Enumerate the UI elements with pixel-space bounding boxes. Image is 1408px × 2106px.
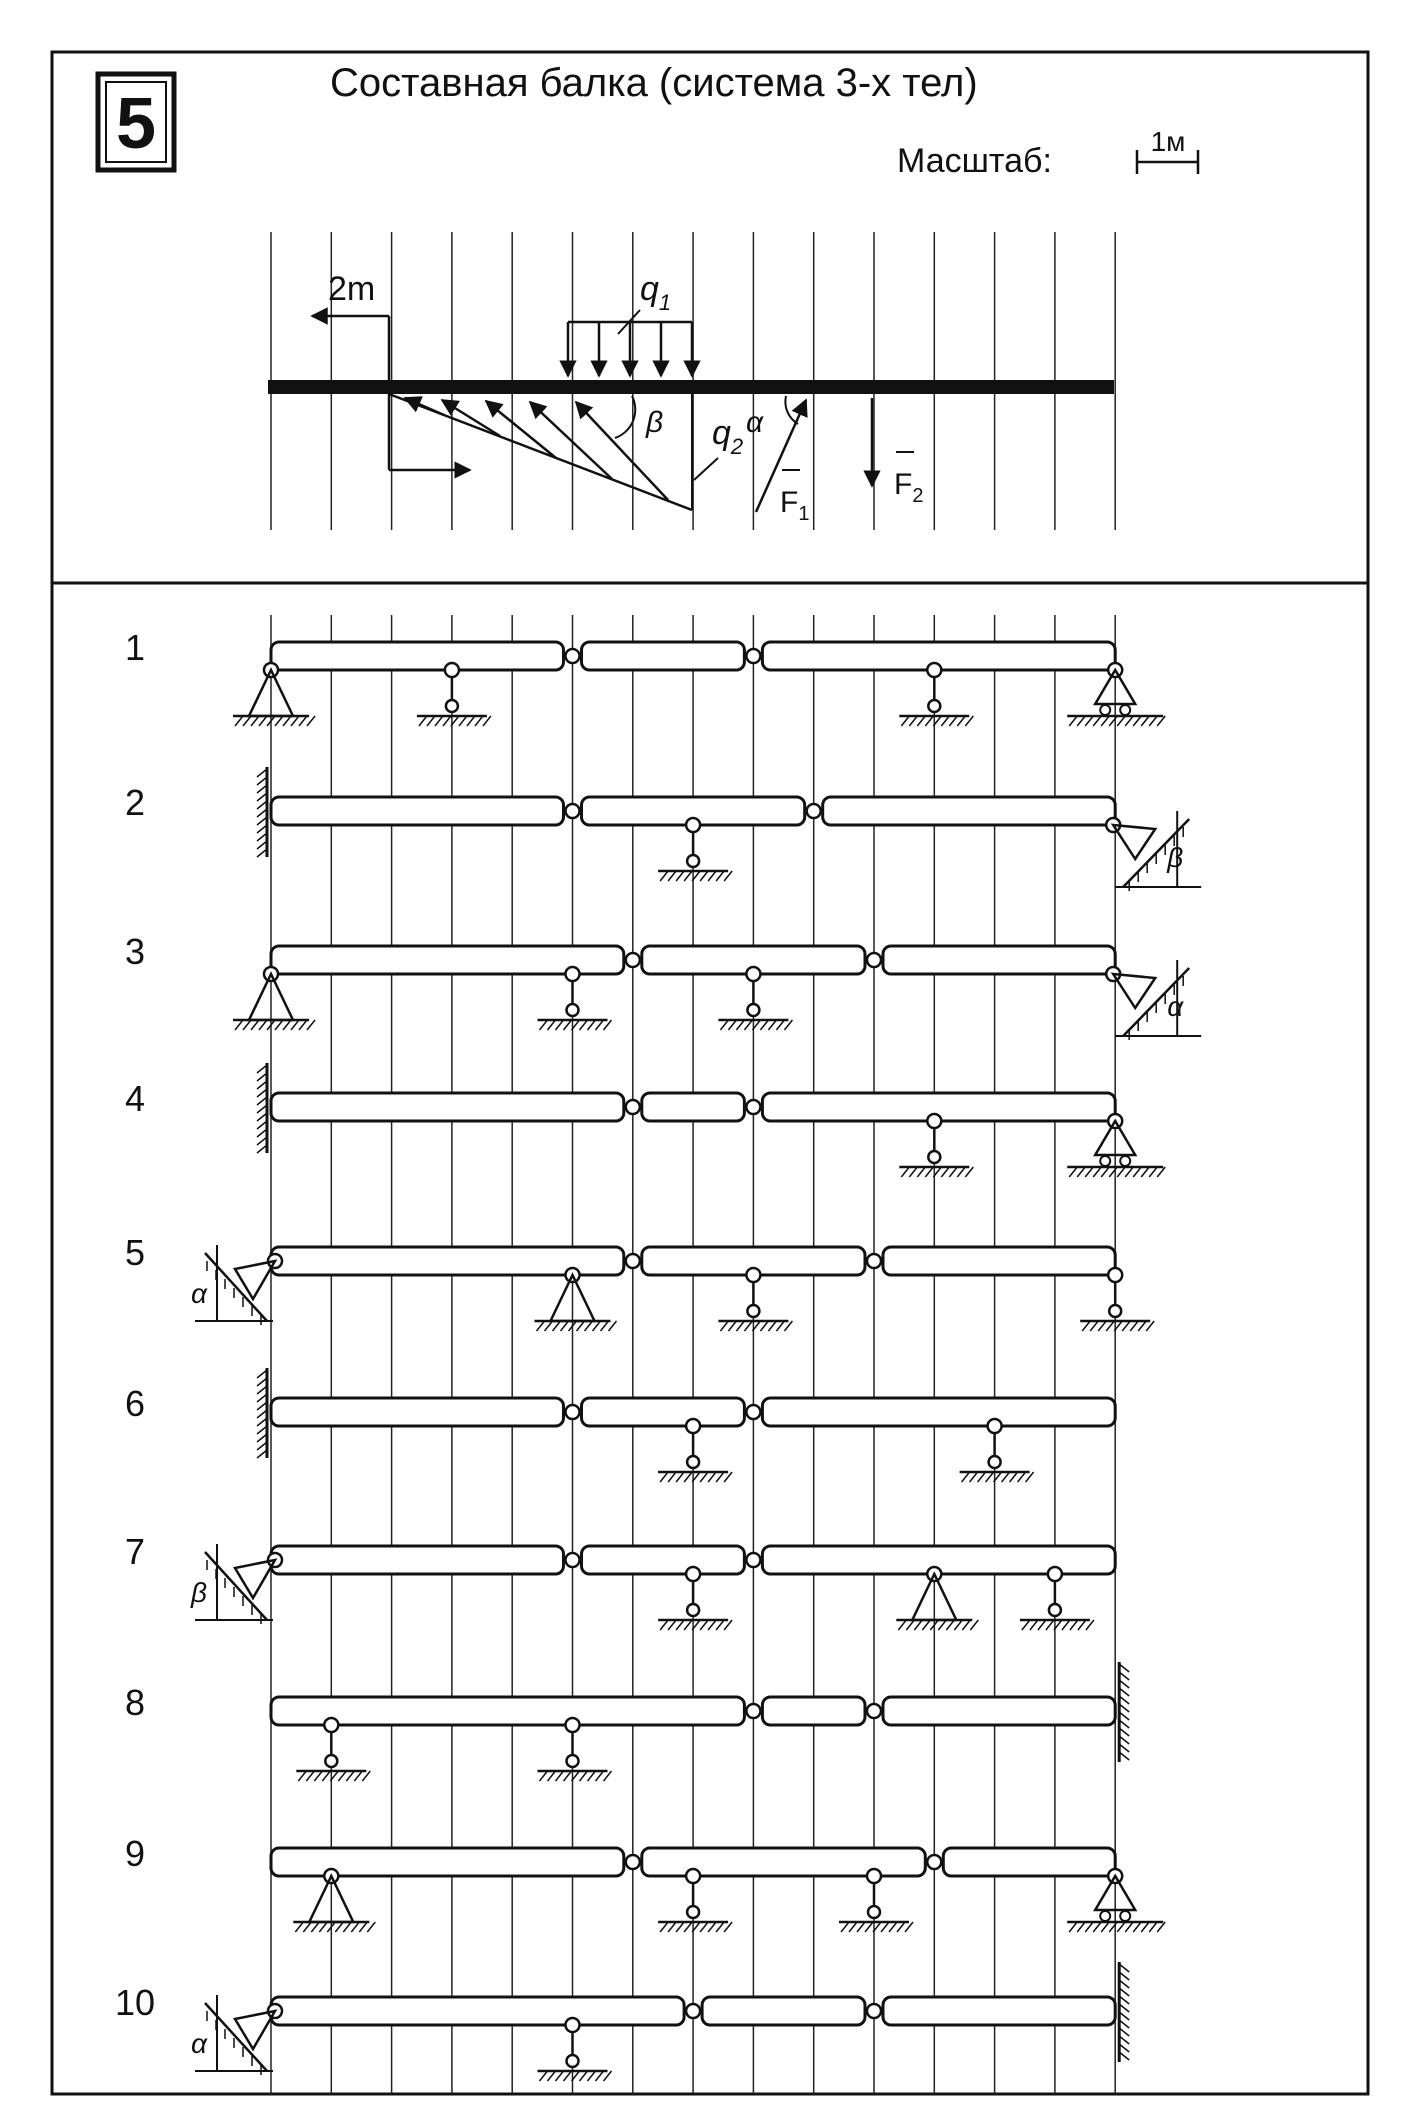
beam-body xyxy=(642,1093,745,1121)
variant-4 xyxy=(125,1063,1165,1177)
support-inclined-right xyxy=(1106,811,1201,891)
variant-number: 6 xyxy=(124,1383,146,1424)
support-wall-left xyxy=(257,767,267,857)
hinge xyxy=(626,1855,640,1869)
hinge xyxy=(566,1553,580,1567)
variant-number: 8 xyxy=(124,1682,146,1723)
variant-number: 2 xyxy=(124,782,146,823)
distributed-load-q1 xyxy=(568,270,692,376)
scale-label: Масштаб: xyxy=(897,142,1052,180)
support-roller xyxy=(899,663,973,726)
support-inclined-right xyxy=(1106,960,1201,1040)
q1-label: $q_1$ xyxy=(640,270,672,315)
angle-label: β xyxy=(1167,842,1184,873)
variant-number: 3 xyxy=(124,931,146,972)
hinge xyxy=(746,649,760,663)
beam-body xyxy=(271,1697,744,1725)
page-title: Составная балка (система 3-х тел) xyxy=(330,61,978,105)
card-number: 5 xyxy=(115,84,157,164)
hinge xyxy=(626,1254,640,1268)
beta-label: β xyxy=(646,406,664,439)
hinge xyxy=(626,953,640,967)
support-roller xyxy=(538,967,612,1030)
support-roller xyxy=(718,967,792,1030)
support-inclined-left xyxy=(190,1544,282,1624)
loaded-beam xyxy=(268,380,1114,394)
support-roller xyxy=(658,818,732,881)
beam-body xyxy=(762,1697,865,1725)
beam-body xyxy=(271,1093,624,1121)
support-wall-left xyxy=(257,1368,267,1458)
variant-6 xyxy=(125,1368,1115,1482)
force-F1 xyxy=(746,396,809,525)
variant-number: 10 xyxy=(114,1982,156,2023)
variant-5 xyxy=(125,1232,1154,1331)
variant-number: 7 xyxy=(124,1531,146,1572)
beam-body xyxy=(271,1398,564,1426)
variant-1 xyxy=(125,627,1165,726)
variant-number: 1 xyxy=(124,627,146,668)
support-pin xyxy=(896,1567,978,1630)
support-inclined-left xyxy=(191,1245,282,1325)
variants-list xyxy=(115,627,1201,2081)
variant-number: 5 xyxy=(124,1232,146,1273)
support-pin xyxy=(535,1268,617,1331)
angle-label: α xyxy=(191,2028,207,2059)
beam-body xyxy=(271,1848,624,1876)
hinge xyxy=(566,1405,580,1419)
variant-8 xyxy=(125,1662,1129,1781)
support-roller xyxy=(417,663,491,726)
beam-body xyxy=(582,642,745,670)
beam-body xyxy=(271,1546,564,1574)
moment-label: 2m xyxy=(328,270,376,308)
support-roller xyxy=(960,1419,1034,1482)
beam-body xyxy=(762,1398,1115,1426)
beam-body xyxy=(883,1697,1115,1725)
hinge xyxy=(746,1100,760,1114)
support-pin-roller xyxy=(1067,1869,1165,1932)
variant-9 xyxy=(125,1833,1165,1932)
support-pin-roller xyxy=(1067,1114,1165,1177)
support-pin xyxy=(233,967,315,1030)
support-pin xyxy=(233,663,315,726)
hinge xyxy=(746,1405,760,1419)
support-roller xyxy=(1020,1567,1094,1630)
variant-10 xyxy=(115,1962,1129,2081)
support-roller xyxy=(658,1567,732,1630)
support-pin xyxy=(293,1869,375,1932)
support-roller xyxy=(658,1419,732,1482)
beam-body xyxy=(582,1398,745,1426)
alpha-label: α xyxy=(746,406,764,439)
angle-label: β xyxy=(191,1577,207,1608)
angle-label: α xyxy=(191,1278,207,1309)
hinge xyxy=(686,2004,700,2018)
angle-label: α xyxy=(1167,991,1184,1022)
variant-number: 4 xyxy=(124,1078,146,1119)
variant-2 xyxy=(125,767,1201,891)
hinge xyxy=(867,953,881,967)
q2-label: $q_2$ xyxy=(712,414,744,459)
beam-body xyxy=(642,1848,926,1876)
hinge xyxy=(566,804,580,818)
beam-body xyxy=(582,1546,745,1574)
support-wall-right xyxy=(1119,1662,1129,1762)
support-roller xyxy=(538,1718,612,1781)
beam-body xyxy=(271,642,564,670)
card-number-box xyxy=(98,74,174,170)
beam-body xyxy=(883,946,1115,974)
hinge xyxy=(927,1855,941,1869)
support-roller xyxy=(1080,1268,1154,1331)
hinge xyxy=(746,1553,760,1567)
support-roller xyxy=(658,1869,732,1932)
variant-number: 9 xyxy=(124,1833,146,1874)
support-roller xyxy=(538,2018,612,2081)
hinge xyxy=(867,1254,881,1268)
support-pin-roller xyxy=(1067,663,1165,726)
support-roller xyxy=(899,1114,973,1177)
scale-bar xyxy=(1137,126,1198,174)
beam-body xyxy=(271,797,564,825)
support-roller xyxy=(839,1869,913,1932)
hinge xyxy=(746,1704,760,1718)
beam-body xyxy=(883,1247,1115,1275)
beam-body xyxy=(271,1997,684,2025)
outer-border xyxy=(52,52,1368,2094)
support-inclined-left xyxy=(191,1995,282,2075)
beam-body xyxy=(943,1848,1115,1876)
F1-label: $F_1$ xyxy=(780,486,810,525)
support-wall-right xyxy=(1119,1962,1129,2062)
hinge xyxy=(626,1100,640,1114)
hinge xyxy=(867,1704,881,1718)
hinge xyxy=(867,2004,881,2018)
force-F2 xyxy=(872,398,923,507)
beam-body xyxy=(883,1997,1115,2025)
support-wall-left xyxy=(257,1063,267,1153)
variant-7 xyxy=(125,1531,1115,1630)
variant-3 xyxy=(125,931,1201,1040)
scale-value: 1м xyxy=(1150,126,1186,157)
hinge xyxy=(566,649,580,663)
hinge xyxy=(807,804,821,818)
beam-body xyxy=(702,1997,865,2025)
support-roller xyxy=(296,1718,370,1781)
support-roller xyxy=(718,1268,792,1331)
distributed-load-q2 xyxy=(389,394,743,510)
beam-body xyxy=(823,797,1115,825)
F2-label: $F_2$ xyxy=(894,468,924,507)
